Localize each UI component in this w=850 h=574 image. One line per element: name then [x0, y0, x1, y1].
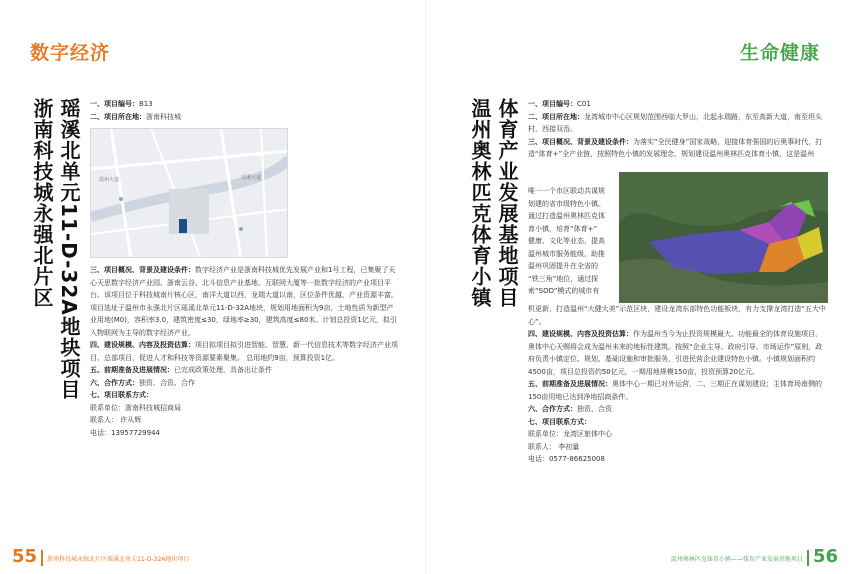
page-number: 55	[12, 546, 38, 567]
bg-line: 索“SOD”模式的城市有	[528, 287, 600, 295]
section-title-digital-economy: 数字经济	[30, 42, 111, 64]
project-title-col1: 瑶溪北单元11-D-32A地块项目	[57, 98, 81, 400]
section-cooperation: 六、合作方式：独资、合资	[528, 405, 612, 413]
section-background-intro: 三、项目概况、背景及建设条件：为落实“全民健身”国家战略，迎接体育强国的后奥事时代，打造“体育+”全产业链，按照特色小镇的发展理念，规划建设温州奥林匹克体育小镇，这是温州	[528, 137, 823, 158]
project-basic-info	[90, 98, 390, 123]
info-line-number: 一、项目编号：C01	[528, 100, 591, 108]
contact-person: 联系人： 李初量	[528, 442, 580, 451]
info-line-number: 一、项目编号：B13	[90, 100, 153, 108]
project-basic-info	[528, 98, 828, 161]
section-progress: 五、前期准备及进展情况：已完成政策处理，具备出让条件	[90, 366, 272, 374]
contact-unit: 联系单位：浙南科技城招商局	[90, 403, 181, 412]
background-wrap-text	[528, 185, 616, 298]
project-details-right	[528, 303, 828, 466]
bg-line: 划建的省市级特色小镇。	[528, 199, 605, 208]
contact-phone: 电话：13957729944	[90, 428, 160, 437]
footer-divider	[41, 550, 43, 566]
bg-line: 育小镇，培育“体育+”	[528, 224, 598, 233]
section-cooperation: 六、合作方式：独资、合资、合作	[90, 378, 195, 387]
bg-line: 温州巩固提升在全省的	[528, 262, 598, 270]
location-map	[90, 128, 288, 258]
map-road-label-1: 瑶溪大道	[241, 175, 262, 181]
section-background-tail: 机更新，打造温州“大健大美”示范区块，建设龙湾东部特色功能板块，有力支撑龙湾打造“五大中心”。	[528, 305, 826, 326]
bg-line: 唯一一个市区联动共谋规	[528, 187, 605, 195]
footer-text: 温州奥林匹克体育小镇——体育产业发展基地项目	[670, 556, 803, 563]
section-scale: 四、建设规模、内容及投资估算：项目拟项目拟引进智能、智慧、新一代信息技术等数字经济产业项目、总部项目，促进人才和科技等资源要素聚集。 总用地约9亩，预算投资1亿。	[90, 341, 398, 362]
project-title-col1: 体育产业发展基地项目	[495, 98, 519, 308]
info-line-location: 二、项目所在地：浙南科技城	[90, 112, 181, 121]
project-title-col2: 温州奥林匹克体育小镇	[468, 98, 492, 308]
right-page	[425, 0, 850, 574]
project-details-left	[90, 264, 400, 439]
section-contact: 七、项目联系方式：	[528, 417, 591, 426]
page-number: 56	[812, 546, 838, 567]
section-progress: 五、前期准备及进展情况：奥体中心一期已对外运营，二、三期正在谋划建设；主体育场南侧的150亩用地已达到净地招商条件。	[528, 380, 822, 401]
info-line-location: 二、项目所在地：龙湾城市中心区规划范围西临大罗山，北起永瑞路，东至高新大道，南至坦头村，西接双岙。	[528, 112, 822, 133]
contact-phone: 电话：0577-86625008	[528, 455, 605, 463]
footer-right	[671, 548, 838, 566]
footer-left	[12, 548, 189, 566]
contact-person: 联系人： 许从辉	[90, 416, 142, 424]
section-scale: 四、建设规模、内容及投资估算：作为温州当今为止投资规模最大、功能最全的体育设施项目，奥体中心天赐将会成为温州未来的地标性建筑。按照“企业主导、政府引导、市场运作”原则，政府负责小镇定位、规划、基础设施和审批服务，引进民营企业建设特色小镇。小镇规划面积约4500亩，项目总投资约50亿元，一期用地规模150亩，投资预算20亿元。	[528, 330, 823, 376]
footer-text: 浙南科技城永强北片区瑶溪北单元11-D-32A地块项目	[47, 556, 190, 563]
bg-line: “铁三角”地位，通过探	[528, 274, 599, 283]
bg-line: 温州城市服务能级，助推	[528, 249, 605, 258]
map-road-label-2: 温州大道	[99, 177, 120, 183]
bg-line: 通过打造温州奥林匹克体	[528, 212, 605, 220]
section-title-life-health: 生命健康	[739, 42, 820, 64]
bg-line: 健康、文化等业态，提高	[528, 237, 605, 245]
project-title-col2: 浙南科技城永强北片区	[30, 98, 54, 308]
contact-unit: 联系单位：龙湾区旅体中心	[528, 430, 612, 438]
section-contact: 七、项目联系方式：	[90, 391, 153, 399]
aerial-site-plan	[619, 172, 828, 303]
footer-divider	[807, 550, 809, 566]
section-background: 三、项目概况、背景及建设条件：数字经济产业是浙南科技城优先发展产业和1号工程，已集聚了天心天思数字经济产业园、浙南云谷、北斗信息产业基地、互联网大厦等一批数字经济的产业项目平台。该项目位于科技城南片核心区，南洋大道以西，龙瑞大道以南，区位条件优越，产业资源丰富。项目选址于温州市永强北片区瑶溪北单元11-D-32A地块，规划用地面积为9亩，土地性质为新型产业用地(M0)，容积率3.0，建筑密度≤30，绿地率≥30，建筑高度≤80米。计划总投资1亿元，拟引入物联网为主导的数字经济产业。	[90, 266, 398, 337]
